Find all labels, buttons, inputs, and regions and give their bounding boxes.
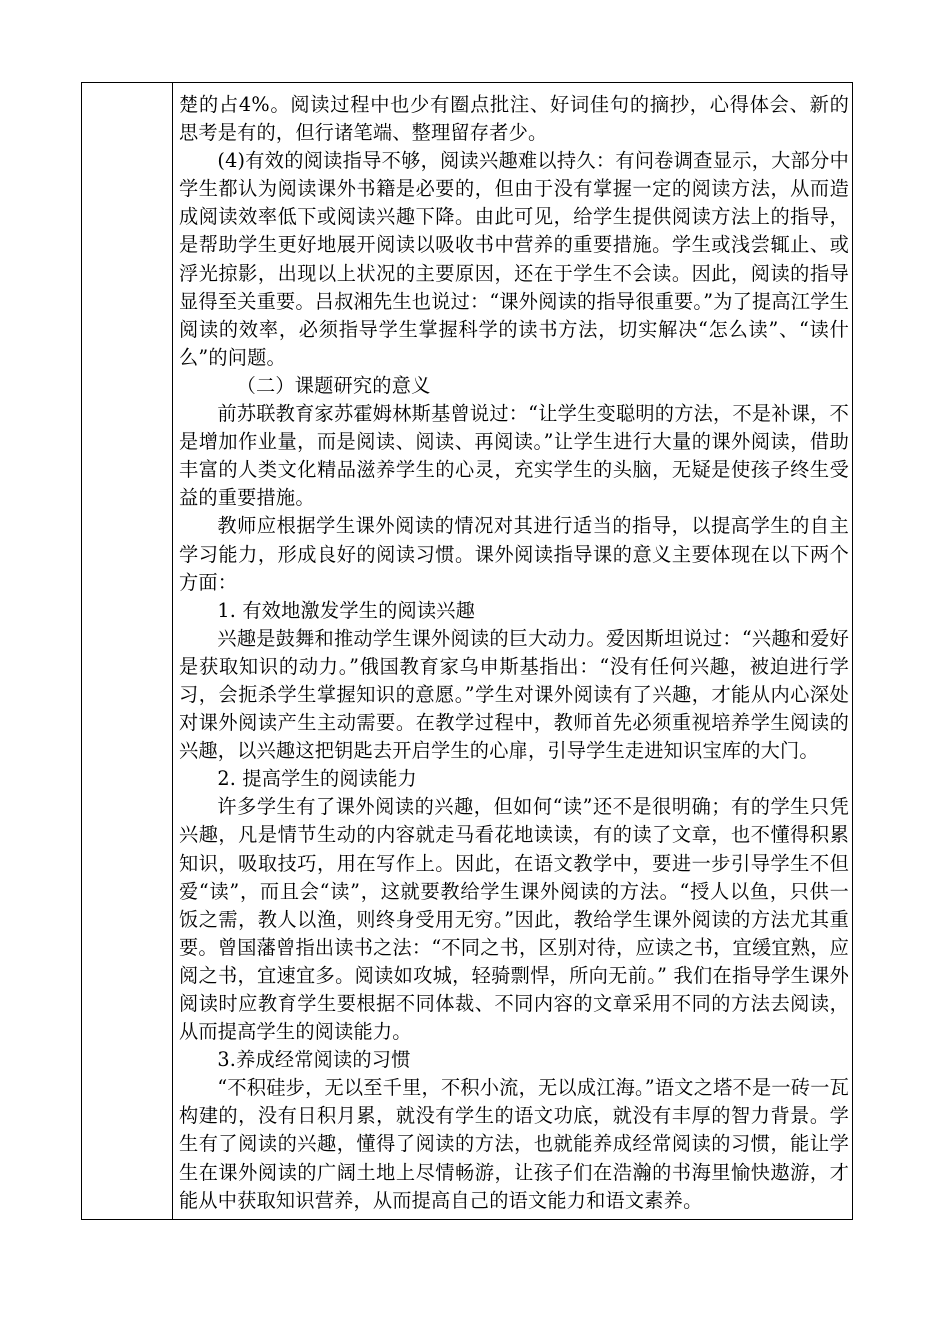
section-heading-significance: （二）课题研究的意义 <box>236 373 431 397</box>
subheading-interest: 1. 有效地激发学生的阅读兴趣 <box>217 598 476 622</box>
paragraph-sukhomlinsky: 前苏联教育家苏霍姆林斯基曾说过：“让学生变聪明的方法，不是补课，不是增加作业量，而是阅读、阅读、再阅读。”让学生进行大量的课外阅读，借助丰富的人类文化精品滋养学生的心灵，充实学生的头脑，无疑是使孩子终生受益的重要措施。 <box>179 402 849 510</box>
column-divider <box>172 83 173 1219</box>
document-table <box>81 82 853 1220</box>
left-column-cell <box>82 83 172 1219</box>
paragraph-teacher-guidance: 教师应根据学生课外阅读的情况对其进行适当的指导，以提高学生的自主学习能力，形成良好的阅读习惯。课外阅读指导课的意义主要体现在以下两个方面： <box>179 514 849 594</box>
subheading-habit: 3.养成经常阅读的习惯 <box>217 1048 411 1072</box>
paragraph-interest: 兴趣是鼓舞和推动学生课外阅读的巨大动力。爱因斯坦说过：“兴趣和爱好是获取知识的动力。”俄国教育家乌申斯基指出：“没有任何兴趣，被迫进行学习，会扼杀学生掌握知识的意愿。”学生对课外阅读有了兴趣，才能从内心深处对课外阅读产生主动需要。在教学过程中，教师首先必须重视培养学生阅读的兴趣，以兴趣这把钥匙去开启学生的心扉，引导学生走进知识宝库的大门。 <box>179 626 849 763</box>
paragraph-reading-guidance: (4)有效的阅读指导不够，阅读兴趣难以持久：有问卷调查显示，大部分中学生都认为阅读课外书籍是必要的，但由于没有掌握一定的阅读方法，从而造成阅读效率低下或阅读兴趣下降。由此可见，给学生提供阅读方法上的指导，是帮助学生更好地展开阅读以吸收书中营养的重要措施。学生或浅尝辄止、或浮光掠影，出现以上状况的主要原因，还在于学生不会读。因此，阅读的指导显得至关重要。吕叔湘先生也说过：“课外阅读的指导很重要。”为了提高江学生阅读的效率，必须指导学生掌握科学的读书方法，切实解决“怎么读”、“读什么”的问题。 <box>179 149 849 369</box>
paragraph-ability: 许多学生有了课外阅读的兴趣，但如何“读”还不是很明确；有的学生只凭兴趣，凡是情节生动的内容就走马看花地读读，有的读了文章，也不懂得积累知识，吸取技巧，用在写作上。因此，在语文教学中，要进一步引导学生不但爱“读”，而且会“读”，这就要教给学生课外阅读的方法。“授人以鱼，只供一饭之需，教人以渔，则终身受用无穷。”因此，教给学生课外阅读的方法尤其重要。曾国藩曾指出读书之法：“不同之书，区别对待，应读之书，宜缓宜熟，应阅之书，宜速宜多。阅读如攻城，轻骑剽悍，所向无前。” 我们在指导学生课外阅读时应教育学生要根据不同体裁、不同内容的文章采用不同的方法去阅读，从而提高学生的阅读能力。 <box>179 795 849 1044</box>
paragraph-continuation: 楚的占4%。阅读过程中也少有圈点批注、好词佳句的摘抄，心得体会、新的思考是有的，但行诸笔端、整理留存者少。 <box>179 93 849 145</box>
paragraph-habit: “不积硅步，无以至千里，不积小流，无以成江海。”语文之塔不是一砖一瓦构建的，没有日积月累，就没有学生的语文功底，就没有丰厚的智力背景。学生有了阅读的兴趣，懂得了阅读的方法，也就能养成经常阅读的习惯，能让学生在课外阅读的广阔土地上尽情畅游，让孩子们在浩瀚的书海里愉快遨游，才能从中获取知识营养，从而提高自己的语文能力和语文素养。 <box>179 1076 849 1212</box>
subheading-ability: 2. 提高学生的阅读能力 <box>217 767 417 791</box>
content-cell <box>179 91 849 1215</box>
